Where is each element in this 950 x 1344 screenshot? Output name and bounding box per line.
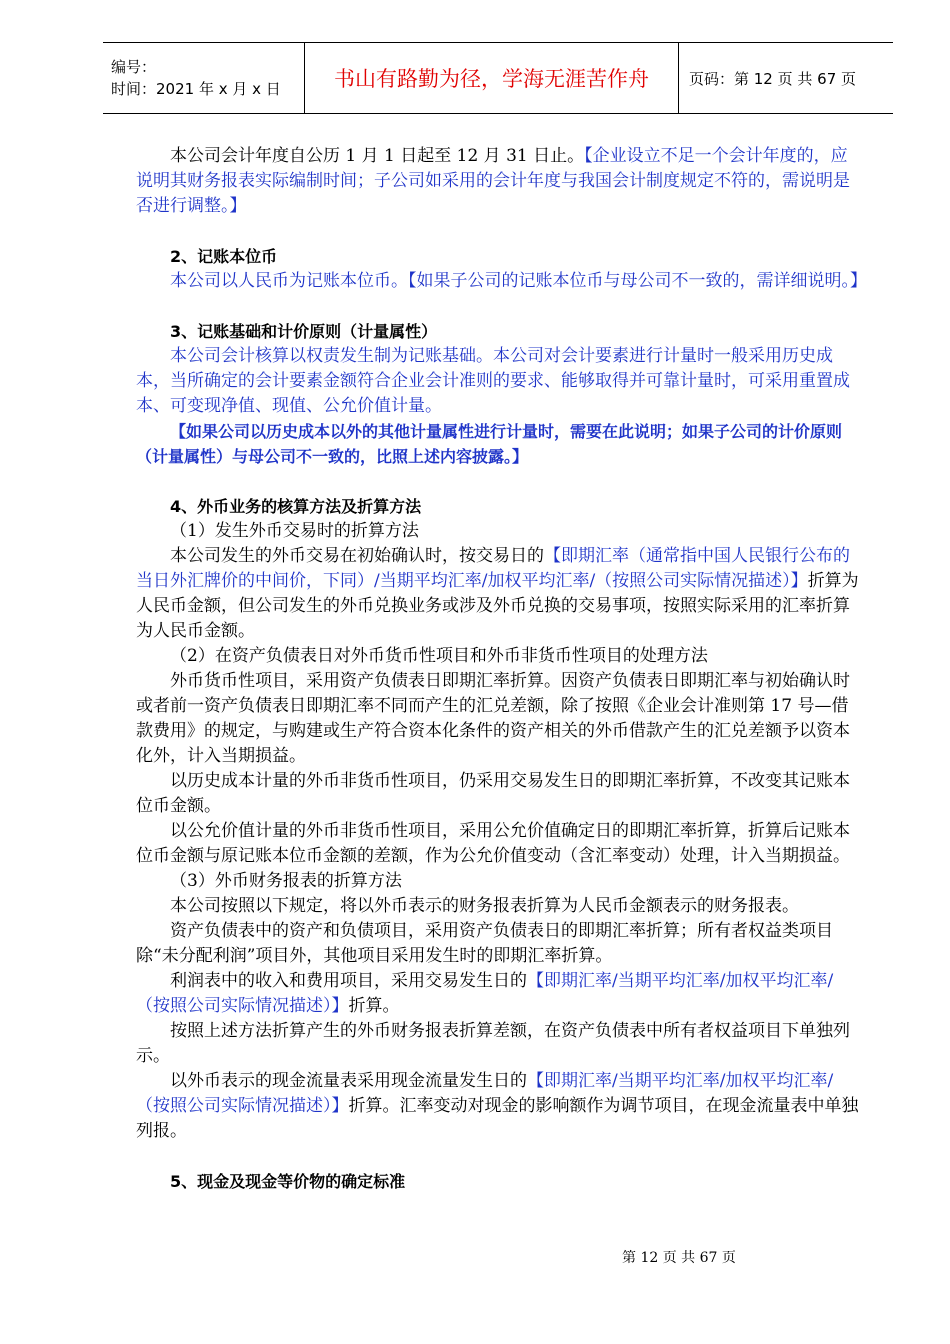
paragraph-4-1: 本公司发生的外币交易在初始确认时，按交易日的【即期汇率（通常指中国人民银行公布的当日外汇牌价的中间价，下同）/当期平均汇率/加权平均汇率/（按照公司实际情况描述）】折算为人民币金额，但公司发生的外币兑换业务或涉及外币兑换的交易事项，按照实际采用的汇率折算为人民币金额。 bbox=[136, 546, 859, 641]
paragraph-4-3c: 利润表中的收入和费用项目，采用交易发生日的【即期汇率/当期平均汇率/加权平均汇率/（按照公司实际情况描述）】折算。 bbox=[136, 971, 834, 1016]
paragraph-4-3e: 以外币表示的现金流量表采用现金流量发生日的【即期汇率/当期平均汇率/加权平均汇率/（按照公司实际情况描述）】折算。汇率变动对现金的影响额作为调节项目，在现金流量表中单独列报。 bbox=[136, 1071, 859, 1141]
paragraph-4-2a: 外币货币性项目，采用资产负债表日即期汇率折算。因资产负债表日即期汇率与初始确认时或者前一资产负债表日即期汇率不同而产生的汇兑差额，除了按照《企业会计准则第 17 号—借款费用》的规定，与购建或生产符合资本化条件的资产相关的外币借款产生的汇兑差额予以资本化外，计入当期损益。 bbox=[136, 671, 850, 766]
page-footer: 第 12 页 共 67 页 bbox=[622, 1250, 736, 1266]
paragraph-currency: 本公司以人民币为记账本位币。【如果子公司的记账本位币与母公司不一致的，需详细说明。】 bbox=[170, 271, 867, 291]
paragraph-fiscal-year: 本公司会计年度自公历 1 月 1 日起至 12 月 31 日止。【企业设立不足一个会计年度的，应说明其财务报表实际编制时间；子公司如采用的会计年度与我国会计制度规定不符的，需说明是否进行调整。】 bbox=[136, 146, 850, 216]
paragraph-4-3a: 本公司按照以下规定，将以外币表示的财务报表折算为人民币金额表示的财务报表。 bbox=[170, 896, 799, 916]
paragraph-4-3d: 按照上述方法折算产生的外币财务报表折算差额，在资产负债表中所有者权益项目下单独列示。 bbox=[136, 1021, 850, 1066]
paragraph-measurement-note: 【如果公司以历史成本以外的其他计量属性进行计量时，需要在此说明；如果子公司的计价原则（计量属性）与母公司不一致的，比照上述内容披露。】 bbox=[136, 422, 843, 466]
header-page-label: 页码：第 12 页 共 67 页 bbox=[689, 69, 857, 88]
section-heading-3: 3、记账基础和计价原则（计量属性） bbox=[170, 322, 438, 341]
subheading-4-2: （2）在资产负债表日对外币货币性项目和外币非货币性项目的处理方法 bbox=[170, 646, 708, 666]
section-heading-2: 2、记账本位币 bbox=[170, 247, 278, 266]
header-meta bbox=[103, 43, 305, 113]
header-motto: 书山有路勤为径，学海无涯苦作舟 bbox=[305, 43, 679, 113]
paragraph-4-2b: 以历史成本计量的外币非货币性项目，仍采用交易发生日的即期汇率折算，不改变其记账本位币金额。 bbox=[136, 771, 850, 816]
number-label: 编号： bbox=[111, 58, 157, 76]
time-label: 时间：2021 年 x 月 x 日 bbox=[111, 80, 281, 98]
paragraph-measurement: 本公司会计核算以权责发生制为记账基础。本公司对会计要素进行计量时一般采用历史成本，当所确定的会计要素金额符合企业会计准则的要求、能够取得并可靠计量时，可采用重置成本、可变现净值、现值、公允价值计量。 bbox=[136, 346, 850, 416]
section-heading-5: 5、现金及现金等价物的确定标准 bbox=[170, 1172, 406, 1191]
subheading-4-3: （3）外币财务报表的折算方法 bbox=[170, 871, 402, 891]
document-body bbox=[136, 144, 867, 1194]
section-heading-4: 4、外币业务的核算方法及折算方法 bbox=[170, 497, 422, 516]
paragraph-4-2c: 以公允价值计量的外币非货币性项目，采用公允价值确定日的即期汇率折算，折算后记账本位币金额与原记账本位币金额的差额，作为公允价值变动（含汇率变动）处理，计入当期损益。 bbox=[136, 821, 850, 866]
subheading-4-1: （1）发生外币交易时的折算方法 bbox=[170, 521, 419, 541]
paragraph-4-3b: 资产负债表中的资产和负债项目，采用资产负债表日的即期汇率折算；所有者权益类项目除“未分配利润”项目外，其他项目采用发生时的即期汇率折算。 bbox=[136, 921, 833, 966]
page-header bbox=[103, 42, 893, 114]
